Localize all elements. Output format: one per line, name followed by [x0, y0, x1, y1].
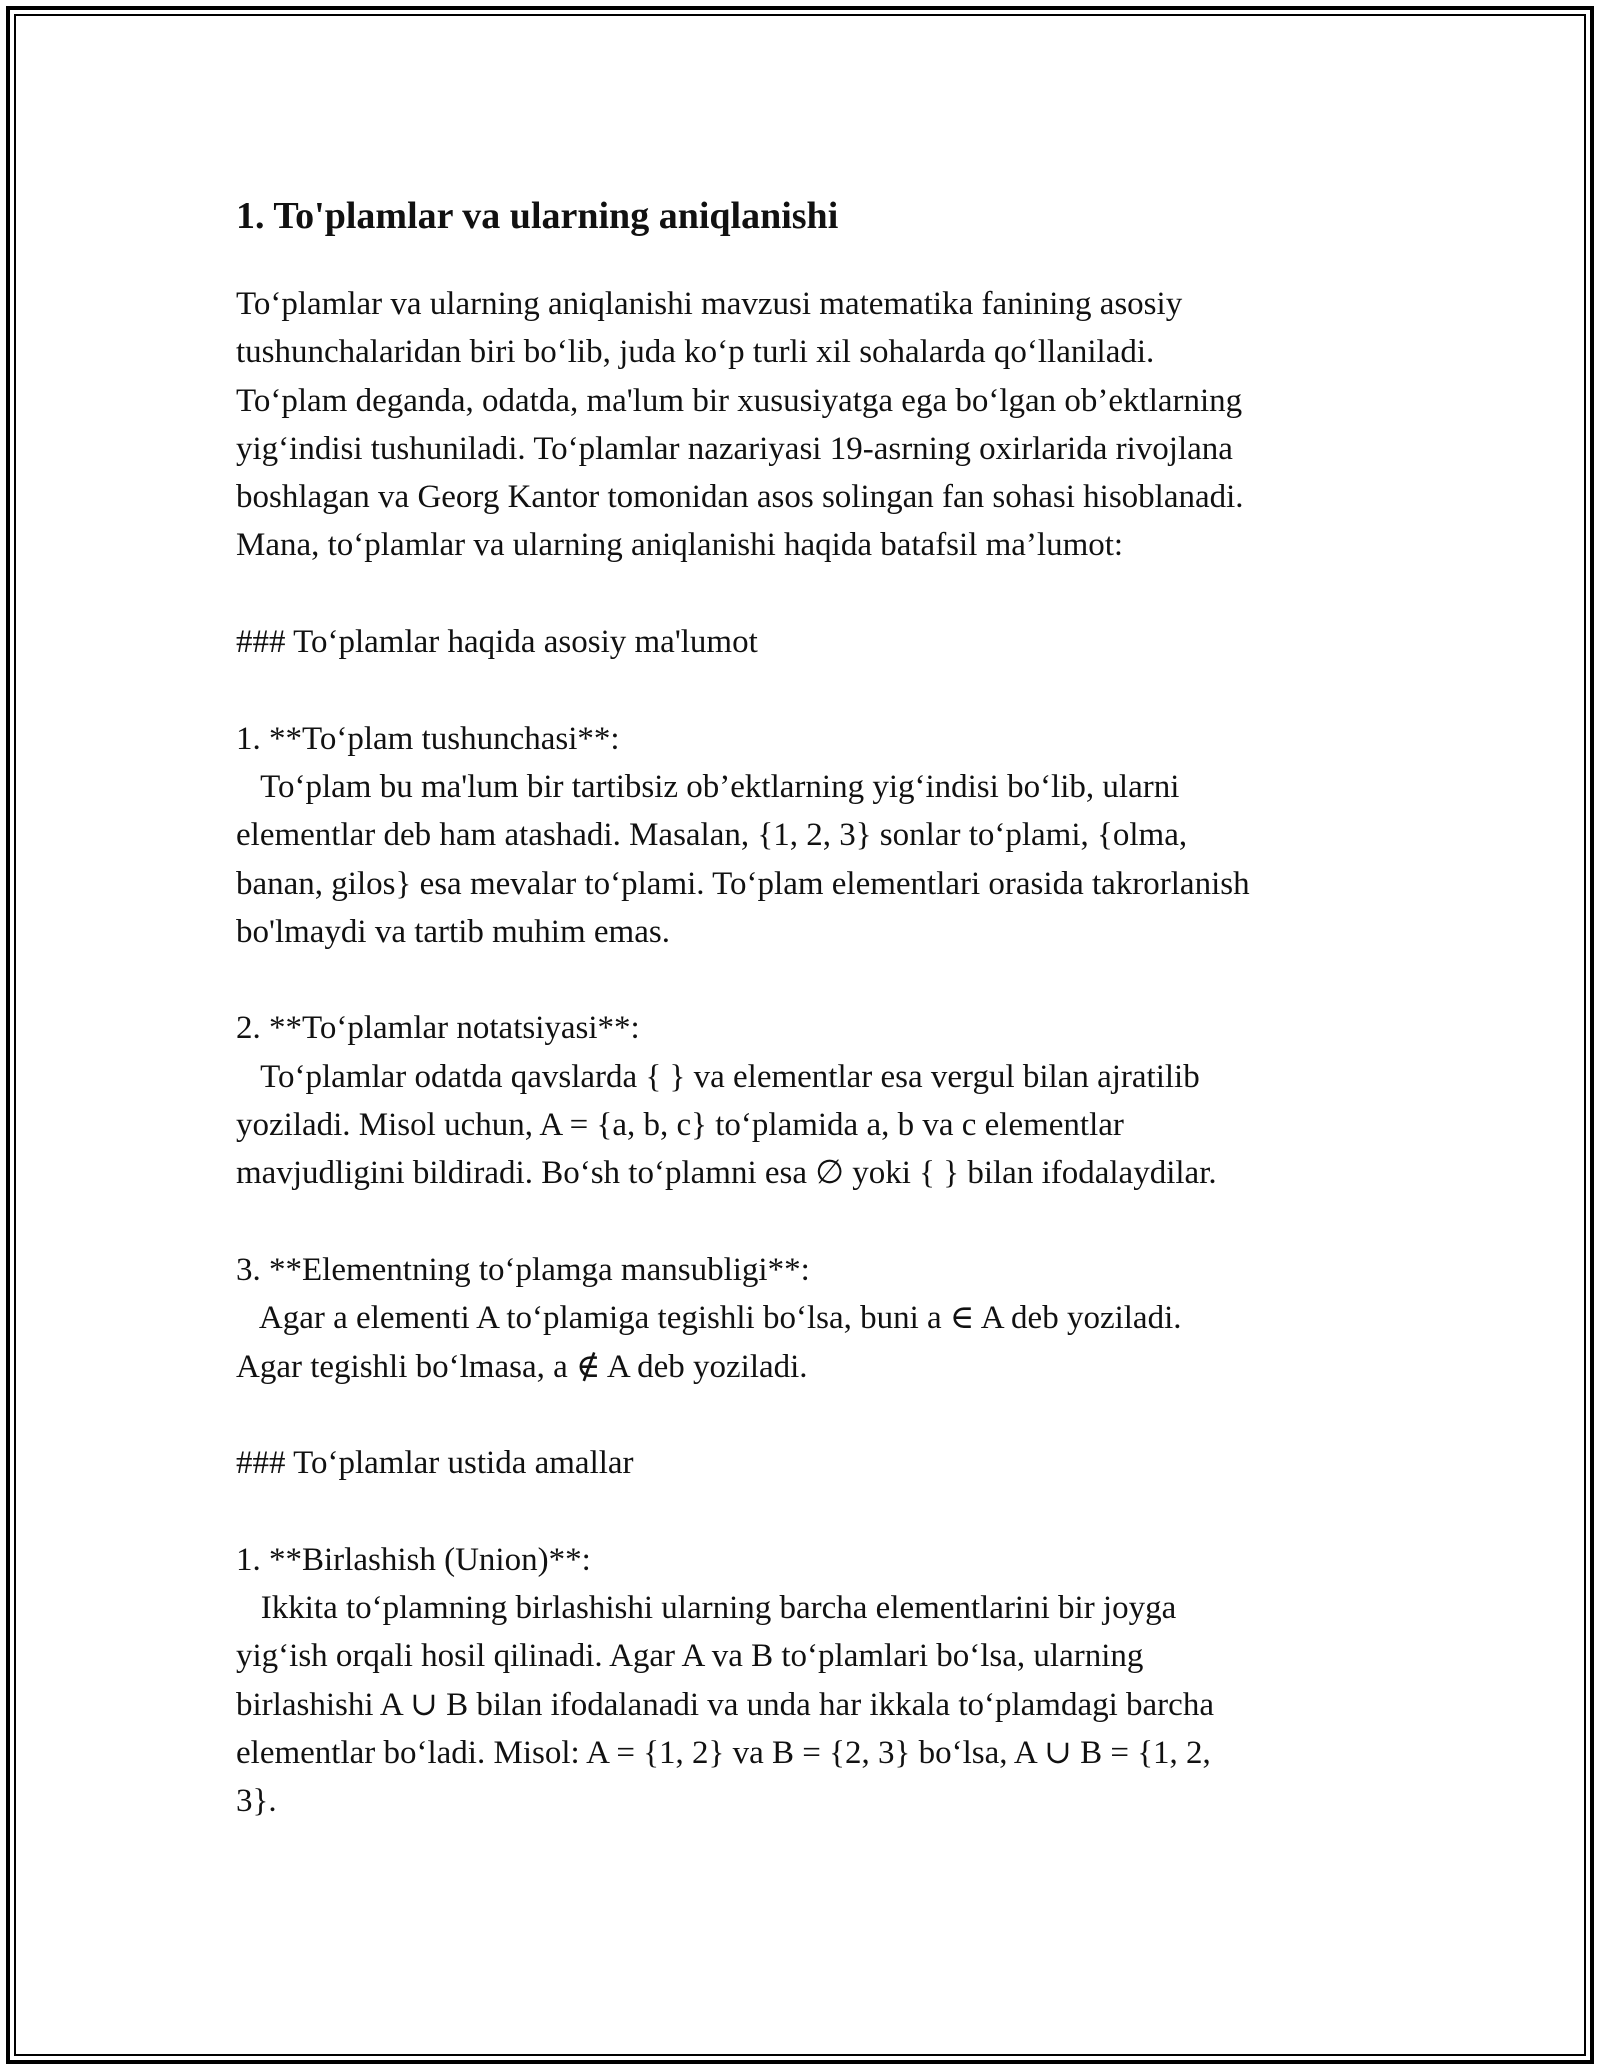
text-line: elementlar deb ham atashadi. Masalan, {1, 2, 3} sonlar to‘plami, {olma, [236, 817, 1188, 854]
blank-line [236, 1391, 1386, 1439]
blank-line [236, 570, 1386, 618]
text-line: birlashishi A ∪ B bilan ifodalanadi va unda har ikkala to‘plamdagi barcha [236, 1686, 1214, 1723]
text-line: banan, gilos} esa mevalar to‘plami. To‘plam elementlari orasida takrorlanish [236, 865, 1250, 902]
text-line: To‘plamlar va ularning aniqlanishi mavzusi matematika fanining asosiy [236, 286, 1183, 322]
document-title: 1. To'plamlar va ularning aniqlanishi [236, 195, 839, 237]
text-line: Agar a elementi A to‘plamiga tegishli bo‘lsa, buni a ∈ A deb yoziladi. [236, 1300, 1182, 1337]
document-body [236, 186, 1386, 1826]
text-line: yig‘ish orqali hosil qilinadi. Agar A va B to‘plamlari bo‘lsa, ularning [236, 1638, 1144, 1675]
blank-line [236, 1198, 1386, 1246]
text-line: elementlar bo‘ladi. Misol: A = {1, 2} va B = {2, 3} bo‘lsa, A ∪ B = {1, 2, [236, 1734, 1211, 1771]
text-line: Mana, to‘plamlar va ularning aniqlanishi haqida batafsil ma’lumot: [236, 527, 1124, 564]
item-heading-membership: 3. **Elementning to‘plamga mansubligi**: [236, 1251, 810, 1288]
text-line: boshlagan va Georg Kantor tomonidan asos solingan fan sohasi hisoblanadi. [236, 479, 1244, 516]
intro-paragraph [236, 280, 1386, 1826]
text-line: Agar tegishli bo‘lmasa, a ∉ A deb yoziladi. [236, 1348, 808, 1385]
item-heading-notation: 2. **To‘plamlar notatsiyasi**: [236, 1010, 640, 1047]
text-line: To‘plamlar odatda qavslarda { } va elementlar esa vergul bilan ajratilib [236, 1058, 1200, 1095]
section-heading-basics: ### To‘plamlar haqida asosiy ma'lumot [236, 624, 758, 661]
text-line: To‘plam deganda, odatda, ma'lum bir xususiyatga ega bo‘lgan ob’ektlarning [236, 382, 1243, 419]
text-line: To‘plam bu ma'lum bir tartibsiz ob’ektlarning yig‘indisi bo‘lib, ularni [236, 768, 1180, 805]
blank-line [236, 1487, 1386, 1535]
item-heading-union: 1. **Birlashish (Union)**: [236, 1541, 591, 1578]
text-line: yig‘indisi tushuniladi. To‘plamlar nazariyasi 19-asrning oxirlarida rivojlana [236, 430, 1233, 467]
text-line: 3}. [236, 1783, 277, 1820]
text-line: mavjudligini bildiradi. Bo‘sh to‘plamni esa ∅ yoki { } bilan ifodalaydilar. [236, 1155, 1217, 1192]
section-heading-operations: ### To‘plamlar ustida amallar [236, 1445, 634, 1482]
blank-line [236, 956, 1386, 1004]
text-line: tushunchalaridan biri bo‘lib, juda ko‘p turli xil sohalarda qo‘llaniladi. [236, 334, 1155, 371]
text-line: bo'lmaydi va tartib muhim emas. [236, 913, 670, 950]
text-line: Ikkita to‘plamning birlashishi ularning barcha elementlarini bir joyga [236, 1590, 1177, 1627]
text-line: yoziladi. Misol uchun, A = {a, b, c} to‘plamida a, b va c elementlar [236, 1107, 1124, 1144]
item-heading-set-concept: 1. **To‘plam tushunchasi**: [236, 720, 620, 757]
blank-line [236, 666, 1386, 714]
